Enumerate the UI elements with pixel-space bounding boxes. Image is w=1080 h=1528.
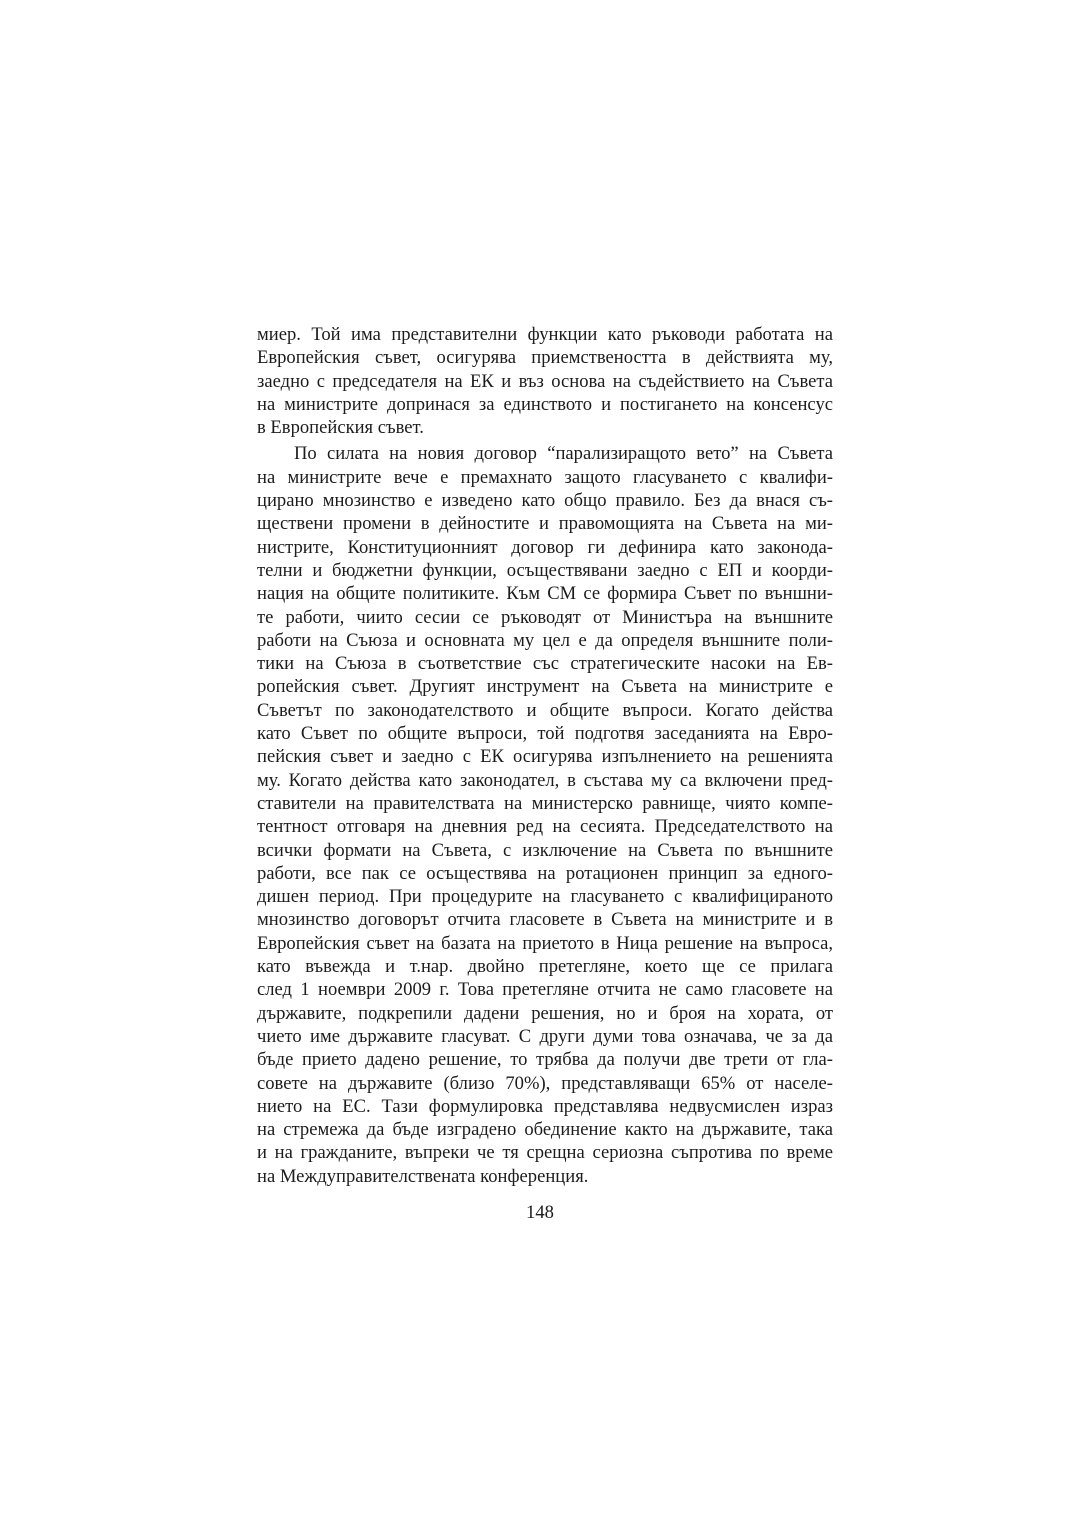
paragraph	[257, 323, 833, 439]
text-line: нието на ЕС. Тази формулировка представлява недвусмислен израз	[257, 1095, 833, 1117]
text-line: ществени промени в дейностите и правомощията на Съвета на ми-	[257, 513, 833, 535]
text-line: совете на държавите (близо 70%), представляващи 65% от населе-	[257, 1072, 833, 1094]
text-line: нистрите, Конституционният договор ги дефинира като законода-	[257, 536, 833, 558]
text-line: Европейския съвет, осигурява приемствеността в действията му,	[257, 347, 833, 369]
text-line: телни и бюджетни функции, осъществявани заедно с ЕП и коорди-	[257, 559, 833, 581]
text-line: По силата на новия договор “парализиращото вето” на Съвета	[294, 443, 833, 465]
text-line: цирано мнозинство е изведено като общо правило. Без да внася съ-	[257, 490, 833, 512]
text-line: и на гражданите, въпреки че тя срещна сериозна съпротива по време	[257, 1142, 833, 1164]
text-line: на министрите допринася за единството и постигането на консенсус	[257, 393, 833, 415]
text-line: заедно с председателя на ЕК и въз основа на съдействието на Съвета	[257, 370, 833, 392]
text-line: ставители на правителствата на министерско равнище, чиято компе-	[257, 792, 833, 814]
text-line: те работи, чиито сесии се ръководят от Министъра на външните	[257, 606, 833, 628]
text-line: след 1 ноември 2009 г. Това претегляне отчита не само гласовете на	[257, 979, 833, 1001]
text-line: в Европейския съвет.	[257, 417, 424, 439]
text-line: всички формати на Съвета, с изключение на Съвета по външните	[257, 839, 833, 861]
text-line: ропейския съвет. Другият инструмент на Съвета на министрите е	[257, 676, 833, 698]
page-number: 148	[526, 1202, 554, 1223]
text-line: държавите, подкрепили дадени решения, но и броя на хората, от	[257, 1002, 833, 1024]
text-line: пейския съвет и заедно с ЕК осигурява изпълнението на решенията	[257, 746, 833, 768]
text-line: мнозинство договорът отчита гласовете в Съвета на министрите и в	[257, 909, 833, 931]
text-line: Европейския съвет на базата на приетото в Ница решение на въпроса,	[257, 932, 833, 954]
text-line: на стремежа да бъде изградено обединение както на държавите, така	[257, 1119, 833, 1141]
text-line: бъде прието дадено решение, то трябва да получи две трети от гла-	[257, 1049, 833, 1071]
text-line: тики на Съюза в съответствие със стратегическите насоки на Ев-	[257, 653, 833, 675]
text-line: Съветът по законодателството и общите въпроси. Когато действа	[257, 699, 833, 721]
text-line: дишен период. При процедурите на гласуването с квалифицираното	[257, 886, 833, 908]
text-line: нация на общите политиките. Към СМ се формира Съвет по външни-	[257, 583, 833, 605]
text-line: му. Когато действа като законодател, в състава му са включени пред-	[257, 769, 833, 791]
text-line: като Съвет по общите въпроси, той подготвя заседанията на Евро-	[257, 723, 833, 745]
text-line: тентност отговаря на дневния ред на сесията. Председателството на	[257, 816, 833, 838]
text-line: работи, все пак се осъществява на ротационен принцип за едного-	[257, 862, 833, 884]
text-line: като въвежда и т.нар. двойно претегляне, което ще се прилага	[257, 956, 833, 978]
body-text	[257, 323, 833, 1188]
text-line: на Междуправителствената конференция.	[257, 1165, 589, 1187]
text-line: чието име държавите гласуват. С други думи това означава, че за да	[257, 1025, 833, 1047]
text-line: работи на Съюза и основната му цел е да определя външните поли-	[257, 629, 833, 651]
text-line: на министрите вече е премахнато защото гласуването с квалифи-	[257, 466, 833, 488]
text-line: миер. Той има представителни функции като ръководи работата на	[257, 324, 833, 345]
paragraph	[257, 442, 833, 1188]
